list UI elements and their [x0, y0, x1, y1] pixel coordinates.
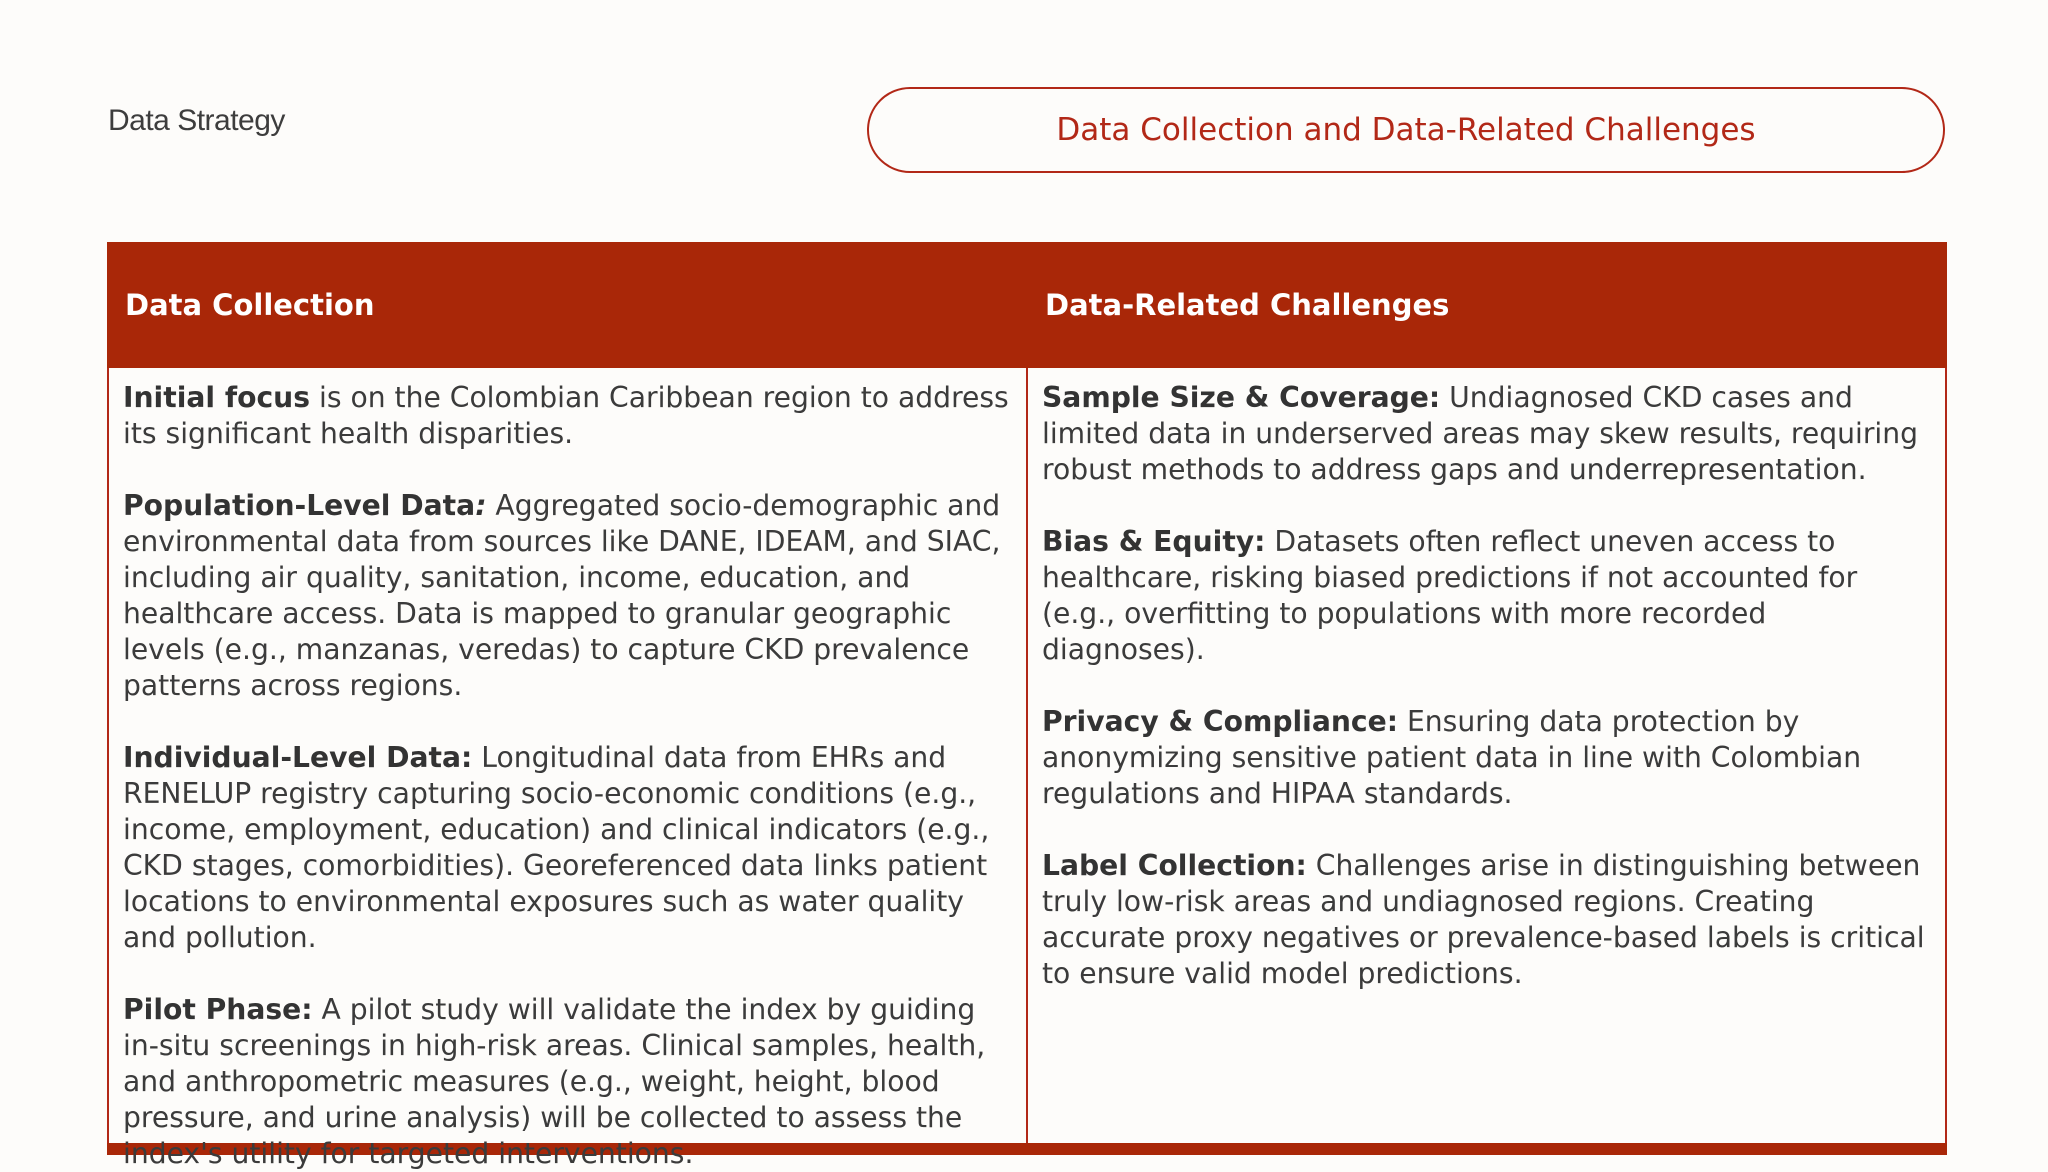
- term-label: Individual-Level Data:: [123, 741, 473, 774]
- sample-size-paragraph: [1042, 380, 1931, 488]
- data-table: [107, 242, 1947, 1170]
- section-label: Data Strategy: [108, 104, 285, 137]
- term-label: Sample Size & Coverage:: [1042, 381, 1441, 414]
- table-body-row: [107, 368, 1947, 1170]
- paragraph-text: Aggregated socio-demographic and environmental data from sources like DANE, IDEAM, and SIAC, including air quality, sanitation, income, education, and healthcare access. Data is mapped to granular geographic levels (e.g., manzanas, veredas) to capture CKD prevalence patterns across regions.: [123, 489, 1001, 702]
- term-label: Initial focus: [123, 381, 311, 414]
- data-collection-cell: [109, 368, 1028, 1170]
- population-level-paragraph: [123, 488, 1012, 704]
- data-challenges-cell: [1028, 368, 1945, 1143]
- individual-level-paragraph: [123, 740, 1012, 956]
- header-data-challenges: Data-Related Challenges: [1045, 288, 1450, 322]
- paragraph-text: is on the Colombian Caribbean region to address its significant health disparities.: [123, 381, 1009, 450]
- paragraph-text: Undiagnosed CKD cases and limited data in underserved areas may skew results, requiring robust methods to address gaps and underrepresentation.: [1042, 381, 1919, 486]
- paragraph-text: Challenges arise in distinguishing between truly low-risk areas and undiagnosed regions. Creating accurate proxy negatives or prevalence-based labels is critical to ensure valid model predictions.: [1042, 849, 1925, 990]
- term-separator: :: [475, 489, 487, 522]
- paragraph-text: Longitudinal data from EHRs and RENELUP registry capturing socio-economic conditions (e.g., income, employment, education) and clinical indicators (e.g., CKD stages, comorbidities). Georeferenced data links patient locations to environmental exposures such as water quality and pollution.: [123, 741, 990, 954]
- slide-title: [867, 87, 1945, 173]
- slide-title-text: Data Collection and Data-Related Challenges: [1056, 112, 1756, 148]
- initial-focus-paragraph: [123, 380, 1012, 452]
- term-label: Privacy & Compliance:: [1042, 705, 1399, 738]
- bias-equity-paragraph: [1042, 524, 1931, 668]
- privacy-compliance-paragraph: [1042, 704, 1931, 812]
- paragraph-text: A pilot study will validate the index by guiding in-situ screenings in high-risk areas. Clinical samples, health, and anthropometric measures (e.g., weight, height, blood pressure, and urine analysis) will be collected to assess the index's utility for targeted interventions.: [123, 993, 986, 1170]
- paragraph-text: Ensuring data protection by anonymizing sensitive patient data in line with Colombian regulations and HIPAA standards.: [1042, 705, 1862, 810]
- term-label: Pilot Phase:: [123, 993, 313, 1026]
- table-header-row: [107, 242, 1947, 368]
- paragraph-text: Datasets often reflect uneven access to healthcare, risking biased predictions if not accounted for (e.g., overfitting to populations with more recorded diagnoses).: [1042, 525, 1858, 666]
- label-collection-paragraph: [1042, 848, 1931, 992]
- pilot-phase-paragraph: [123, 992, 1012, 1172]
- term-label: Population-Level Data: [123, 489, 476, 522]
- header-data-collection: Data Collection: [125, 288, 375, 322]
- term-label: Bias & Equity:: [1042, 525, 1266, 558]
- term-label: Label Collection:: [1042, 849, 1307, 882]
